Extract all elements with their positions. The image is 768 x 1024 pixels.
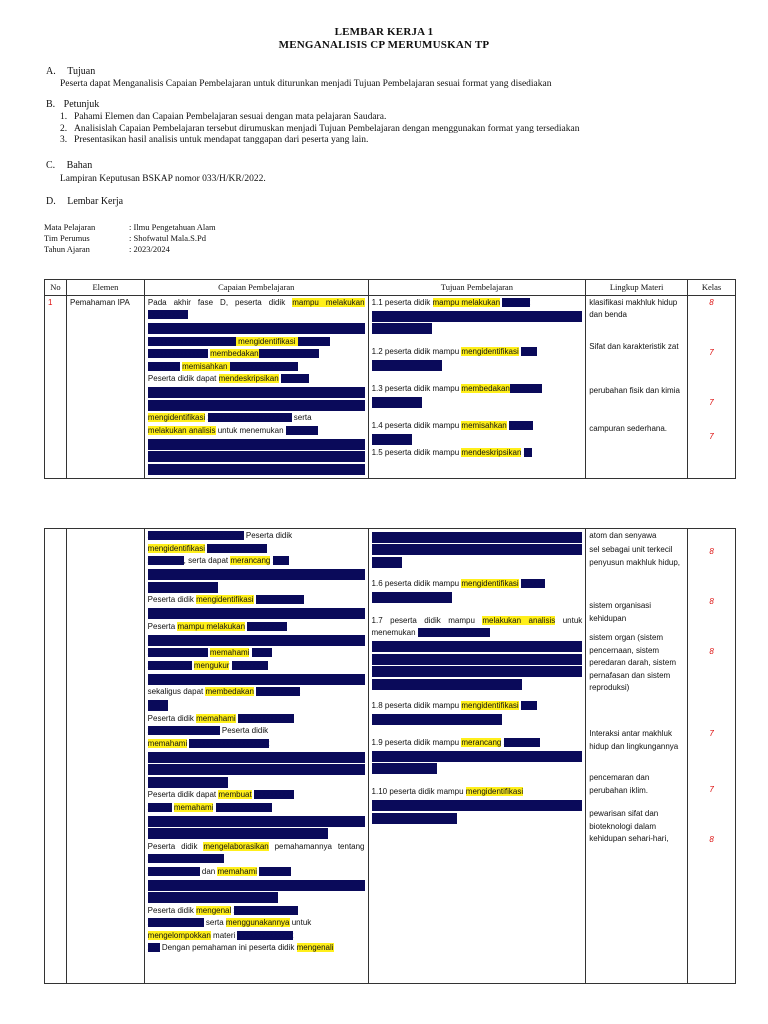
lm-item: perubahan fisik dan kimia: [589, 385, 680, 395]
meta-row: Mata Pelajaran : Ilmu Pengetahuan Alam: [44, 222, 216, 232]
tp-item: 1.9 peserta didik mampu merancang xxxxxxxxx: [371, 737, 540, 747]
header-lm: Lingkup Materi: [586, 280, 688, 296]
lm-item: atom dan senyawa: [589, 531, 657, 540]
worksheet-table-1: [44, 279, 736, 479]
tp-item: 1.10 peserta didik mampu mengidentifikasi: [371, 787, 524, 796]
lm-cell: [586, 529, 688, 984]
lm-item: pewarisan sifat dan bioteknologi dalam kehidupan sehari-hari,: [589, 809, 669, 843]
instruction-item: 2. Analisislah Capaian Pembelajaran tersebut dirumuskan menjadi Tujuan Pembelajaran dengan menggunakan format yang tersediakan: [60, 123, 580, 134]
row-number: 1: [45, 295, 67, 479]
tp-item: 1.8 peserta didik mampu mengidentifikasi xxxx: [371, 700, 537, 710]
lm-item: sistem organisasi kehidupan: [589, 601, 652, 623]
kelas-value: 7: [709, 785, 714, 794]
tp-cell: [368, 295, 586, 479]
tp-item: 1.4 peserta didik mampu memisahkan xxxxxx: [371, 421, 533, 430]
worksheet-table-2: [44, 528, 736, 984]
instruction-item: 1. Pahami Elemen dan Capaian Pembelajaran sesuai dengan mata pelajaran Saudara.: [60, 112, 387, 122]
section-a: [46, 66, 746, 78]
kelas-value: 7: [709, 397, 714, 407]
tp-item: 1.7 peserta didik mampu melakukan analisis untuk menemukan xxxxxxxxxxxxxxxxxx: [371, 615, 583, 637]
section-a-text: Peserta dapat Menganalisis Capaian Pembelajaran untuk diturunkan menjadi Tujuan Pembelajaran sesuai format yang disediakan: [60, 79, 552, 89]
header-kelas: Kelas: [688, 280, 736, 296]
document-title: LEMBAR KERJA 1: [334, 26, 434, 38]
kelas-value: 7: [709, 347, 714, 357]
header-cp: Capaian Pembelajaran: [144, 280, 368, 296]
table-row: [45, 529, 736, 984]
lm-item: klasifikasi makhluk hidup dan benda: [589, 297, 678, 319]
kelas-value: 8: [709, 597, 714, 606]
meta-row: Tim Perumus : Shofwatul Mala.S.Pd: [44, 233, 206, 243]
row-elemen-empty: [66, 529, 144, 984]
cp-cell: Pada akhir fase D, peserta didik mampu melakukan xxxxxxxxxx xxxxxxxxxxxxxxxxxxxxxx mengidentifikasi xxxxxxxx xxxxxxxxxxxxxxx membedakanxxxxxxxxxxxxxxx xxxxxxxx memisahkan xxxxxxxxxxxxxxxxx Peserta didik dapat mendeskripsikan xxxxxxx mengidentifikasi xxxxxxxxxxxxxxxxxxxxx serta melakukan analisis untuk menemukan xxxxxxxx: [144, 295, 368, 479]
kelas-value: 8: [709, 547, 714, 556]
tp-cell: [368, 529, 586, 984]
header-tp: Tujuan Pembelajaran: [368, 280, 586, 296]
section-b: [46, 99, 99, 111]
section-d: [46, 196, 123, 208]
kelas-value: 8: [709, 647, 714, 656]
section-b-label: B.: [46, 99, 56, 110]
lm-item: campuran sederhana.: [589, 423, 668, 433]
instruction-list: [60, 112, 740, 147]
section-d-heading: Lembar Kerja: [67, 196, 124, 207]
section-c-text: Lampiran Keputusan BSKAP nomor 033/H/KR/2022.: [60, 174, 266, 184]
lm-item: pencemaran dan perubahan iklim.: [589, 773, 650, 795]
section-a-label: A.: [46, 66, 56, 77]
tp-item: 1.6 peserta didik mampu mengidentifikasi xxxxxx: [371, 578, 545, 588]
table-header-row: [45, 280, 736, 296]
lm-item: Sifat dan karakteristik zat: [589, 341, 679, 351]
cp-cell: xxxxxxxxxxxxxxxxxxxxxxxx Peserta didik mengidentifikasi xxxxxxxxxxxxxxx xxxxxxxxx, serta dapat merancang xxxx Peserta didik mengidentifikasi xxxxxxxxxxxx Peserta mampu melakukan xxxxxxxxxx xxxxxxxxxxxxxxx memahami xxxxx xxxxxxxxxxx mengukur xxxxxxxxx sekaligus dapat membedakan xxxxxxxxxxx Peserta didik memahami xxxxxxxxxxxxxx xxxxxxxxxxxxxxxxxx Peserta didik memahami xxxxxxxxxxxxxxxxxxxx Peserta didik dapat membuat xxxxxxxxxx xxxxxx memahami xxxxxxxxxxxxxx Peserta didik mengelaborasikan pemahamannya tentang xxxxxxxxxxxxxxxxxxx xxxxxxxxxxxxx dan memahami xxxxxxxx Peserta didik mengenal xxxxxxxxxxxxxxxx xxxxxxxxxxxxxx serta menggunakannya untuk mengelompokkan materi xxxxxxxxxxxxxx xxx Dengan pemahaman ini peserta didik mengenali: [144, 529, 368, 984]
table-row: [45, 295, 736, 479]
meta-row: Tahun Ajaran : 2023/2024: [44, 244, 170, 254]
lm-item: sel sebagai unit terkecil penyusun makhluk hidup,: [589, 545, 681, 567]
kelas-value: 7: [709, 729, 714, 738]
lm-item: sistem organ (sistem pencernaan, sistem peredaran darah, sistem pernafasan dan sistem reproduksi): [589, 633, 676, 692]
tp-item: 1.3 peserta didik mampu membedakanxxxxxxxx: [371, 384, 542, 393]
document-subtitle: MENGANALISIS CP MERUMUSKAN TP: [278, 39, 490, 51]
instruction-item: 3. Presentasikan hasil analisis untuk mendapat tanggapan dari peserta yang lain.: [60, 135, 369, 145]
section-a-heading: Tujuan: [67, 66, 96, 77]
section-c-heading: Bahan: [66, 160, 93, 171]
section-c-label: C.: [46, 160, 56, 171]
tp-item: 1.1 peserta didik mampu melakukan xxxxxxx: [371, 297, 531, 307]
section-d-label: D.: [46, 196, 56, 207]
row-elemen: Pemahaman IPA: [66, 295, 144, 479]
kelas-value: 7: [709, 431, 714, 441]
lm-cell: [586, 295, 688, 479]
kelas-cell: [688, 529, 736, 984]
tp-item: 1.5 peserta didik mampu mendeskripsikan xx: [371, 447, 532, 457]
section-b-heading: Petunjuk: [63, 99, 100, 110]
kelas-value: 8: [709, 297, 714, 307]
header-elemen: Elemen: [66, 280, 144, 296]
section-c: [46, 160, 92, 172]
header-no: No: [45, 280, 67, 296]
kelas-cell: [688, 295, 736, 479]
tp-item: 1.2 peserta didik mampu mengidentifikasi xxxx: [371, 347, 538, 356]
meta-block: [44, 222, 216, 255]
lm-item: Interaksi antar makhluk hidup dan lingkungannya: [589, 729, 679, 751]
row-number-empty: [45, 529, 67, 984]
kelas-value: 8: [709, 835, 714, 844]
